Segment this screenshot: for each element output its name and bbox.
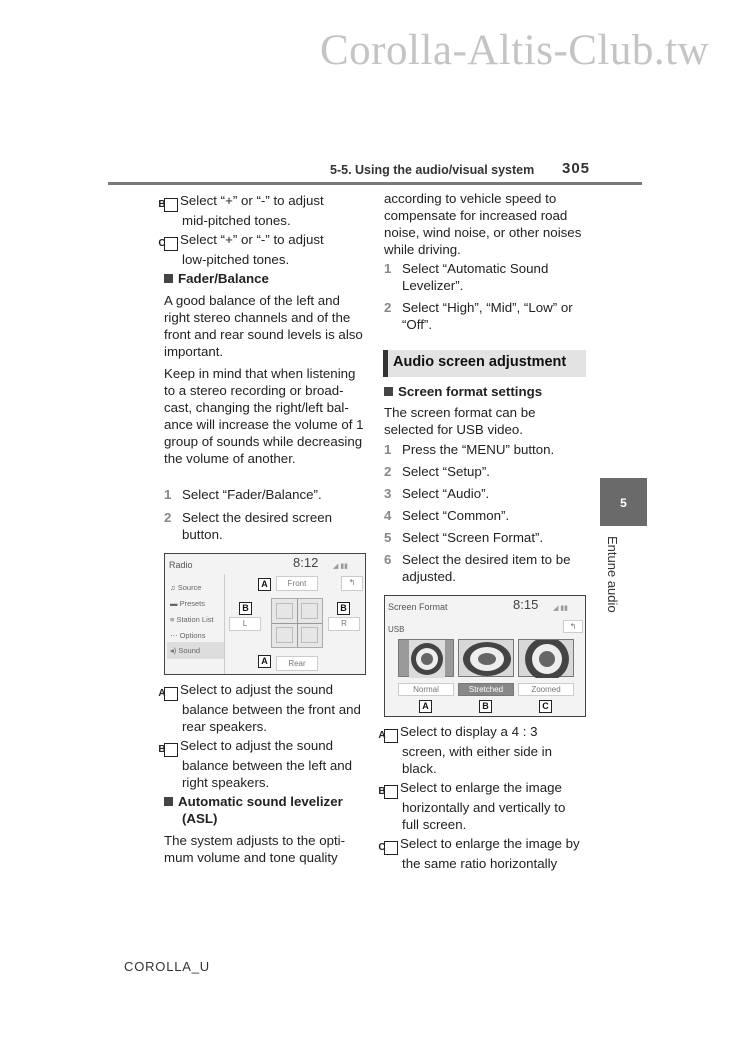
square-bullet-icon <box>164 797 173 806</box>
target-image-icon <box>459 640 515 678</box>
sf-b-desc: B Select to enlarge the image horizontally and vertically to full screen. <box>378 780 566 832</box>
sf-a-desc: A Select to display a 4 : 3 screen, with either side in black. <box>378 724 553 776</box>
label-b: B <box>384 785 398 799</box>
zoomed-button[interactable]: Zoomed <box>518 683 574 696</box>
square-bullet-icon <box>384 387 393 396</box>
left-step-1: 1 Select “Fader/Balance”. <box>164 487 322 502</box>
format-label-c: C <box>539 700 552 713</box>
b-text-2: mid-pitched tones. <box>182 213 291 228</box>
back-arrow-icon: ↰ <box>569 622 577 631</box>
label-b2: B <box>164 743 178 757</box>
label-a: A <box>384 729 398 743</box>
left-button[interactable]: L <box>229 617 261 631</box>
signal-icon: ◢ ▮▮ <box>333 563 349 570</box>
screen-format-screen <box>384 595 586 717</box>
section-heading: Audio screen adjustment <box>383 350 586 377</box>
usb-label: USB <box>388 625 405 634</box>
radio-topbar <box>165 554 365 570</box>
radio-time: 8:12 <box>293 555 319 570</box>
chapter-tab-label: Entune audio <box>605 536 620 613</box>
fader-heading: Fader/Balance <box>164 270 364 287</box>
a-desc: A Select to adjust the sound balance between the front and rear speakers. <box>158 682 361 734</box>
b-item <box>158 192 364 229</box>
sf-step-4: 4 Select “Common”. <box>384 508 510 523</box>
watermark: Corolla-Altis-Club.tw <box>320 27 710 74</box>
b-text-1: Select “+” or “-” to adjust <box>180 193 324 208</box>
target-image-icon <box>519 640 575 678</box>
sf-step-2: 2 Select “Setup”. <box>384 464 490 479</box>
right-step-2: 2 Select “High”, “Mid”, “Low” or “Off”. <box>384 300 573 332</box>
back-button[interactable] <box>563 620 583 633</box>
radio-title: Radio <box>169 560 193 570</box>
screen-format-heading: Screen format settings <box>384 383 584 400</box>
label-c: C <box>164 237 178 251</box>
c-item <box>158 231 364 268</box>
format-topbar <box>385 596 585 612</box>
sf-step-5: 5 Select “Screen Format”. <box>384 530 544 545</box>
signal-icon: ◢ ▮▮ <box>553 605 569 612</box>
menu-station-list[interactable]: ≡ Station List <box>170 615 214 624</box>
back-arrow-icon: ↰ <box>348 578 356 587</box>
normal-preview <box>398 639 454 677</box>
radio-menu <box>167 574 225 674</box>
c-text-2: low-pitched tones. <box>182 252 290 267</box>
format-label-a: A <box>419 700 432 713</box>
sf-step-6: 6 Select the desired item to be adjusted. <box>384 552 571 584</box>
format-label-b: B <box>479 700 492 713</box>
radio-label-a-top: A <box>258 578 271 591</box>
asl-para: The system adjusts to the opti-mum volume and tone quality <box>164 833 346 865</box>
balance-grid[interactable] <box>271 598 323 648</box>
radio-label-b-right: B <box>337 602 350 615</box>
normal-button[interactable]: Normal <box>398 683 454 696</box>
fader-para-2: Keep in mind that when listening to a stereo recording or broad-cast, changing the right/left bal-ance will increase the volume of 1 group of sounds while decreasing the volume of another. <box>164 366 364 466</box>
header-rule <box>108 182 642 185</box>
chapter-tab: 5 <box>600 478 647 526</box>
asl-cont: according to vehicle speed to compensate for increased road noise, wind noise, or other noises while driving. <box>384 191 582 257</box>
format-time: 8:15 <box>513 597 539 612</box>
menu-options[interactable]: ⋯ Options <box>170 631 206 640</box>
back-button[interactable] <box>341 576 363 591</box>
right-step-1: 1 Select “Automatic Sound Levelizer”. <box>384 261 549 293</box>
section-header: 5-5. Using the audio/visual system <box>330 163 535 177</box>
fader-para-1: A good balance of the left and right stereo channels and of the front and rear sound levels is also important. <box>164 293 363 359</box>
front-button[interactable]: Front <box>276 576 318 591</box>
square-bullet-icon <box>164 274 173 283</box>
radio-label-b-left: B <box>239 602 252 615</box>
asl-heading: Automatic sound levelizer (ASL) <box>164 793 364 827</box>
sf-step-1: 1 Press the “MENU” button. <box>384 442 555 457</box>
left-step-2: 2 Select the desired screen button. <box>164 510 333 542</box>
label-a: A <box>164 687 178 701</box>
sf-c-desc: C Select to enlarge the image by the same ratio horizontally <box>378 836 580 871</box>
screen-format-para: The screen format can be selected for USB video. <box>384 405 536 437</box>
label-c: C <box>384 841 398 855</box>
rear-button[interactable]: Rear <box>276 656 318 671</box>
radio-label-a-bottom: A <box>258 655 271 668</box>
menu-sound[interactable]: ◂) Sound <box>167 642 224 659</box>
label-b: B <box>164 198 178 212</box>
right-button[interactable]: R <box>328 617 360 631</box>
sf-step-3: 3 Select “Audio”. <box>384 486 490 501</box>
c-text-1: Select “+” or “-” to adjust <box>180 232 324 247</box>
b2-desc: B Select to adjust the sound balance between the left and right speakers. <box>158 738 353 790</box>
stretched-button[interactable]: Stretched <box>458 683 514 696</box>
page-number: 305 <box>562 160 591 177</box>
footer-model: COROLLA_U <box>124 959 210 974</box>
stretched-preview <box>458 639 514 677</box>
zoomed-preview <box>518 639 574 677</box>
radio-sound-screen <box>164 553 366 675</box>
format-title: Screen Format <box>388 602 448 612</box>
menu-source[interactable]: ♫ Source <box>170 583 202 592</box>
target-image-icon <box>399 640 455 678</box>
menu-presets[interactable]: ▬ Presets <box>170 599 206 608</box>
